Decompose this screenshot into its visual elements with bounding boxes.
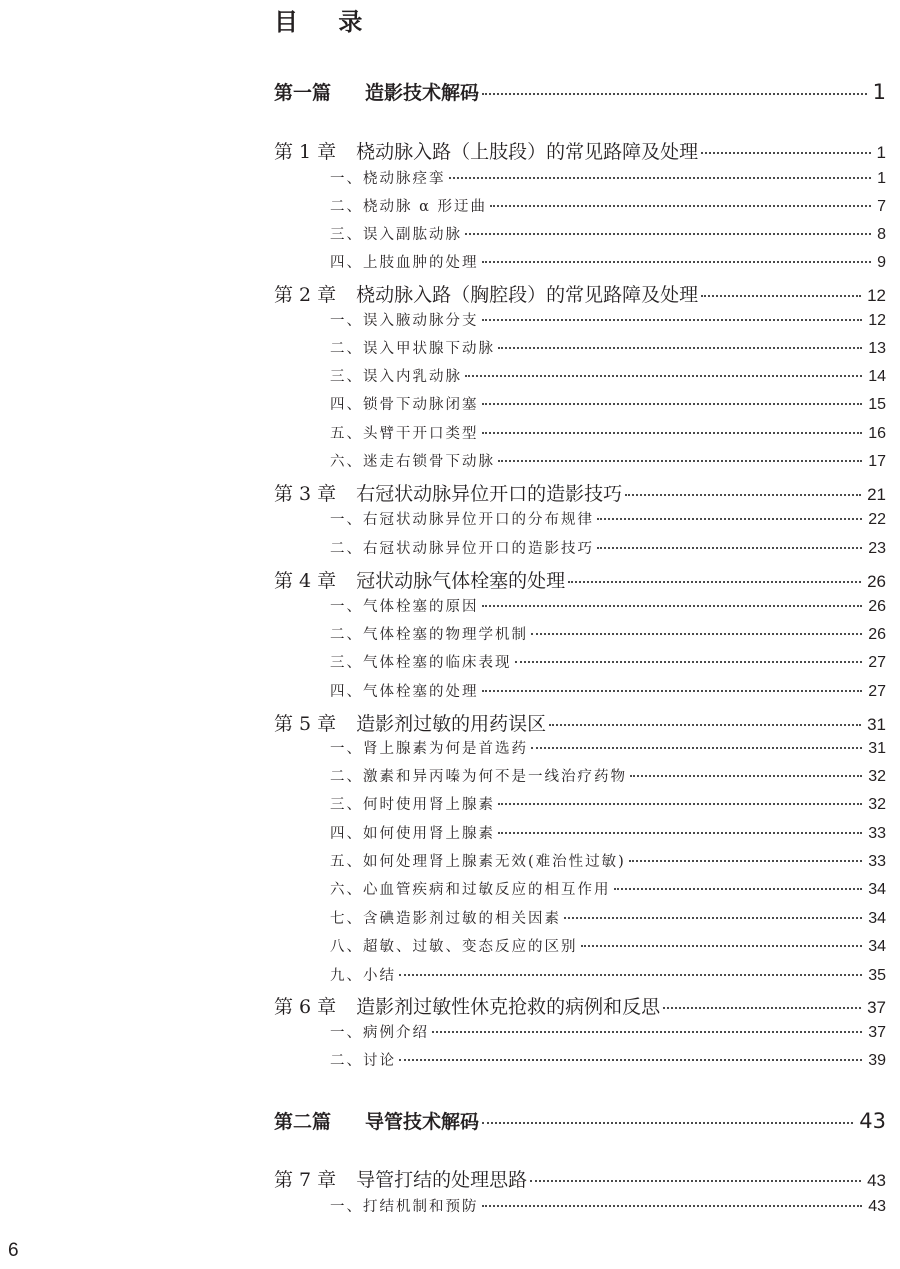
dot-leader <box>465 233 871 235</box>
entry-page: 31 <box>867 715 886 734</box>
entry-title: 造影剂过敏性休克抢救的病例和反思 <box>356 996 661 1018</box>
toc-section-entry[interactable] <box>274 167 886 191</box>
dot-leader <box>629 860 862 862</box>
entry-page: 12 <box>867 286 886 305</box>
toc-section-entry[interactable] <box>274 223 886 247</box>
toc-heading: 目 录 <box>274 8 379 36</box>
dot-leader <box>530 1180 861 1182</box>
entry-number: 第 6 章 <box>274 996 337 1018</box>
dot-leader <box>498 347 862 349</box>
entry-page: 31 <box>868 740 886 757</box>
entry-title: 四、锁骨下动脉闭塞 <box>330 397 479 413</box>
toc-section-entry[interactable] <box>274 393 886 417</box>
entry-title: 二、激素和异丙嗪为何不是一线治疗药物 <box>330 769 627 785</box>
entry-page: 26 <box>868 626 886 643</box>
toc-section-entry[interactable] <box>274 935 886 959</box>
entry-title: 导管打结的处理思路 <box>356 1169 528 1191</box>
dot-leader <box>432 1031 862 1033</box>
entry-title: 五、如何处理肾上腺素无效(难治性过敏) <box>330 854 626 870</box>
toc-section-entry[interactable] <box>274 537 886 561</box>
entry-title: 二、讨论 <box>330 1053 396 1069</box>
toc-section-entry[interactable] <box>274 765 886 789</box>
dot-leader <box>482 690 863 692</box>
entry-number: 第 7 章 <box>274 1169 337 1191</box>
toc-section-entry[interactable] <box>274 309 886 333</box>
entry-title: 造影剂过敏的用药误区 <box>356 713 547 735</box>
entry-page: 39 <box>868 1052 886 1069</box>
entry-number: 第 5 章 <box>274 713 337 735</box>
entry-page: 32 <box>868 768 886 785</box>
entry-page: 8 <box>877 226 886 243</box>
entry-page: 9 <box>877 254 886 271</box>
toc-section-entry[interactable] <box>274 450 886 474</box>
entry-title: 桡动脉入路（胸腔段）的常见路障及处理 <box>356 284 699 306</box>
entry-page: 21 <box>867 485 886 504</box>
entry-title: 一、误入腋动脉分支 <box>330 313 479 329</box>
toc-chapter-entry[interactable] <box>274 479 886 503</box>
entry-title: 七、含碘造影剂过敏的相关因素 <box>330 911 561 927</box>
toc-section-entry[interactable] <box>274 680 886 704</box>
toc-chapter-entry[interactable] <box>274 709 886 733</box>
entry-title: 六、心血管疾病和过敏反应的相互作用 <box>330 882 611 898</box>
toc-section-entry[interactable] <box>274 737 886 761</box>
dot-leader <box>625 494 861 496</box>
toc-part-entry[interactable] <box>274 1107 886 1131</box>
entry-page: 13 <box>868 340 886 357</box>
toc-section-entry[interactable] <box>274 878 886 902</box>
toc-chapter-entry[interactable] <box>274 566 886 590</box>
toc-section-entry[interactable] <box>274 595 886 619</box>
dot-leader <box>482 1205 863 1207</box>
dot-leader <box>549 724 861 726</box>
entry-title: 一、打结机制和预防 <box>330 1199 479 1215</box>
entry-page: 1 <box>876 143 886 162</box>
toc-section-entry[interactable] <box>274 623 886 647</box>
toc-chapter-entry[interactable] <box>274 280 886 304</box>
entry-title: 八、超敏、过敏、变态反应的区别 <box>330 939 578 955</box>
entry-title: 桡动脉入路（上肢段）的常见路障及处理 <box>356 141 699 163</box>
toc-section-entry[interactable] <box>274 651 886 675</box>
entry-number: 第二篇 <box>274 1111 332 1133</box>
entry-title: 九、小结 <box>330 968 396 984</box>
entry-title: 三、误入内乳动脉 <box>330 369 462 385</box>
entry-page: 33 <box>868 825 886 842</box>
entry-page: 1 <box>872 80 886 104</box>
entry-page: 35 <box>868 967 886 984</box>
dot-leader <box>449 177 872 179</box>
entry-page: 1 <box>877 170 886 187</box>
entry-page: 43 <box>867 1171 886 1190</box>
dot-leader <box>581 945 863 947</box>
dot-leader <box>482 319 863 321</box>
toc-section-entry[interactable] <box>274 1049 886 1073</box>
entry-title: 一、桡动脉痉挛 <box>330 171 446 187</box>
dot-leader <box>597 518 862 520</box>
entry-title: 三、何时使用肾上腺素 <box>330 797 495 813</box>
entry-page: 16 <box>868 425 886 442</box>
entry-page: 17 <box>868 453 886 470</box>
entry-page: 23 <box>868 540 886 557</box>
entry-number: 第 1 章 <box>274 141 337 163</box>
entry-page: 27 <box>868 683 886 700</box>
toc-section-entry[interactable] <box>274 195 886 219</box>
dot-leader <box>531 633 862 635</box>
entry-page: 37 <box>868 1024 886 1041</box>
toc-section-entry[interactable] <box>274 907 886 931</box>
entry-title: 一、病例介绍 <box>330 1025 429 1041</box>
dot-leader <box>630 775 862 777</box>
entry-page: 43 <box>868 1198 886 1215</box>
dot-leader <box>482 93 867 95</box>
entry-title: 二、右冠状动脉异位开口的造影技巧 <box>330 541 594 557</box>
entry-title: 一、气体栓塞的原因 <box>330 599 479 615</box>
dot-leader <box>515 661 863 663</box>
page-number: 6 <box>8 1240 19 1261</box>
dot-leader <box>498 832 862 834</box>
entry-page: 7 <box>877 198 886 215</box>
entry-page: 32 <box>868 796 886 813</box>
dot-leader <box>482 1122 853 1124</box>
toc-part-entry[interactable] <box>274 78 886 102</box>
entry-title: 六、迷走右锁骨下动脉 <box>330 454 495 470</box>
entry-title: 右冠状动脉异位开口的造影技巧 <box>356 483 623 505</box>
entry-page: 37 <box>867 998 886 1017</box>
dot-leader <box>597 547 862 549</box>
toc-section-entry[interactable] <box>274 1021 886 1045</box>
dot-leader <box>663 1007 861 1009</box>
toc-section-entry[interactable] <box>274 1195 886 1219</box>
toc-section-entry[interactable] <box>274 964 886 988</box>
dot-leader <box>399 974 862 976</box>
entry-number: 第一篇 <box>274 82 332 104</box>
entry-title: 二、桡动脉 α 形迂曲 <box>330 199 488 215</box>
dot-leader <box>531 747 862 749</box>
toc-chapter-entry[interactable] <box>274 992 886 1016</box>
dot-leader <box>701 152 870 154</box>
toc-section-entry[interactable] <box>274 365 886 389</box>
entry-number: 第 3 章 <box>274 483 337 505</box>
dot-leader <box>482 605 863 607</box>
entry-page: 26 <box>868 598 886 615</box>
toc-section-entry[interactable] <box>274 422 886 446</box>
dot-leader <box>482 432 863 434</box>
entry-page: 34 <box>868 938 886 955</box>
entry-page: 12 <box>868 312 886 329</box>
toc-section-entry[interactable] <box>274 508 886 532</box>
toc-chapter-entry[interactable] <box>274 1165 886 1189</box>
entry-title: 三、气体栓塞的临床表现 <box>330 655 512 671</box>
toc-section-entry[interactable] <box>274 793 886 817</box>
dot-leader <box>465 375 862 377</box>
entry-title: 二、误入甲状腺下动脉 <box>330 341 495 357</box>
entry-page: 14 <box>868 368 886 385</box>
entry-title: 二、气体栓塞的物理学机制 <box>330 627 528 643</box>
toc-section-entry[interactable] <box>274 251 886 275</box>
entry-page: 27 <box>868 654 886 671</box>
toc-section-entry[interactable] <box>274 850 886 874</box>
dot-leader <box>399 1059 862 1061</box>
dot-leader <box>498 803 862 805</box>
entry-page: 34 <box>868 881 886 898</box>
dot-leader <box>568 581 861 583</box>
entry-title: 造影技术解码 <box>365 82 480 104</box>
entry-title: 导管技术解码 <box>365 1111 480 1133</box>
dot-leader <box>701 295 861 297</box>
entry-title: 五、头臂干开口类型 <box>330 426 479 442</box>
dot-leader <box>498 460 862 462</box>
entry-title: 四、气体栓塞的处理 <box>330 684 479 700</box>
dot-leader <box>482 261 872 263</box>
entry-title: 冠状动脉气体栓塞的处理 <box>356 570 566 592</box>
entry-title: 三、误入副肱动脉 <box>330 227 462 243</box>
entry-page: 26 <box>867 572 886 591</box>
entry-title: 四、上肢血肿的处理 <box>330 255 479 271</box>
toc-chapter-entry[interactable] <box>274 137 886 161</box>
toc-section-entry[interactable] <box>274 337 886 361</box>
entry-title: 一、右冠状动脉异位开口的分布规律 <box>330 512 594 528</box>
entry-page: 22 <box>868 511 886 528</box>
entry-page: 34 <box>868 910 886 927</box>
dot-leader <box>482 403 863 405</box>
entry-title: 四、如何使用肾上腺素 <box>330 826 495 842</box>
dot-leader <box>490 205 871 207</box>
dot-leader <box>564 917 862 919</box>
entry-title: 一、肾上腺素为何是首选药 <box>330 741 528 757</box>
entry-page: 33 <box>868 853 886 870</box>
entry-number: 第 4 章 <box>274 570 337 592</box>
entry-number: 第 2 章 <box>274 284 337 306</box>
entry-page: 43 <box>859 1109 886 1133</box>
toc-section-entry[interactable] <box>274 822 886 846</box>
dot-leader <box>614 888 863 890</box>
entry-page: 15 <box>868 396 886 413</box>
